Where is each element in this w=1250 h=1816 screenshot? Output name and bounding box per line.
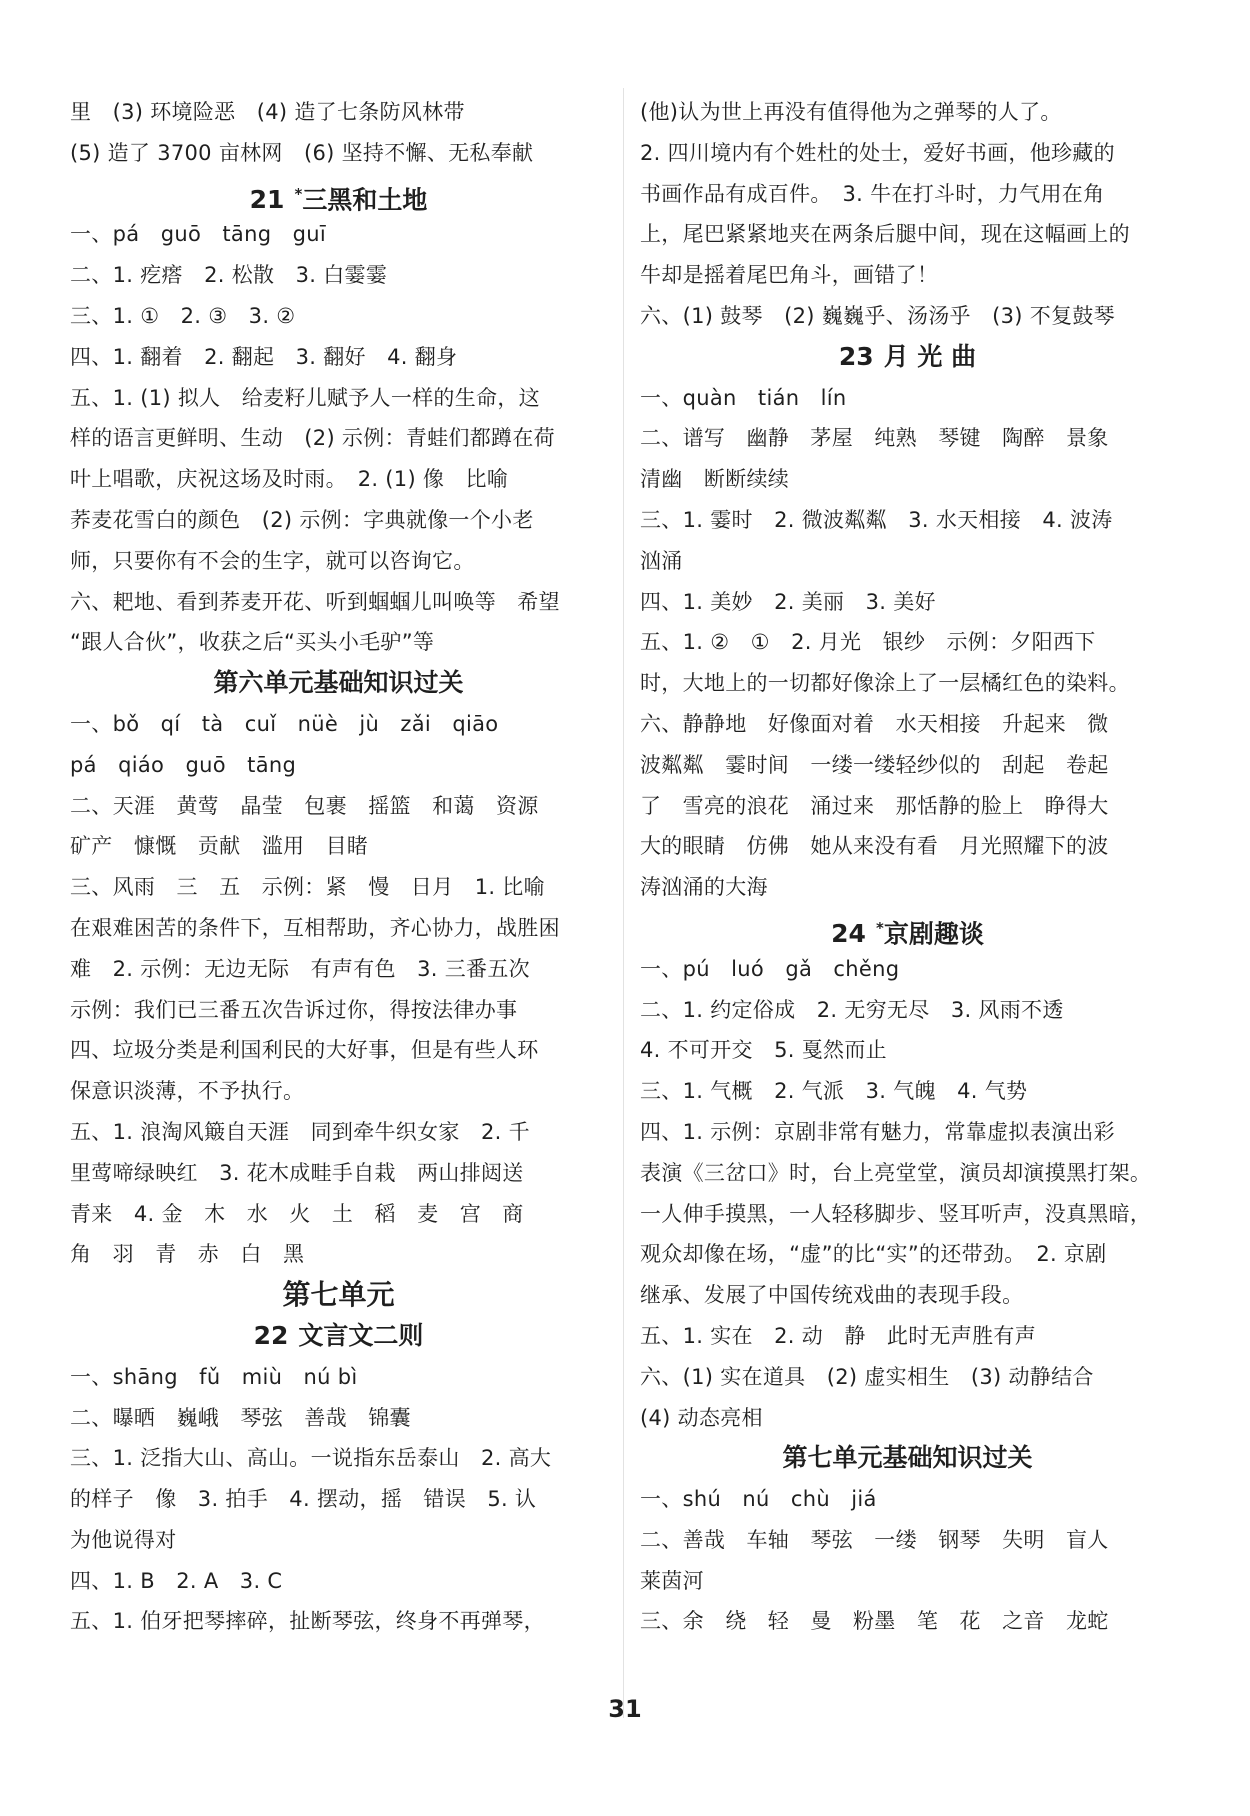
answer-line: 2. 四川境内有个姓杜的处士，爱好书画，他珍藏的 — [640, 140, 1115, 165]
answer-line: 二、天涯 黄莺 晶莹 包裹 摇篮 和蔼 资源 — [70, 793, 539, 818]
heading-title: 文言文二则 — [298, 1320, 424, 1350]
answer-line: 的样子 像 3. 拍手 4. 摆动，摇 错误 5. 认 — [70, 1487, 537, 1512]
answer-line: 一、shāng fǔ miù nú bì — [70, 1364, 358, 1389]
answer-line: 示例：我们已三番五次告诉过你，得按法律办事 — [70, 997, 518, 1022]
answer-line: 四、垃圾分类是利国利民的大好事，但是有些人环 — [70, 1038, 539, 1063]
column-divider — [623, 88, 624, 1718]
answer-line: 五、1. ② ① 2. 月光 银纱 示例：夕阳西下 — [640, 630, 1096, 655]
lesson-number: 24 — [831, 919, 866, 949]
answer-line: 五、1. 实在 2. 动 静 此时无声胜有声 — [640, 1323, 1037, 1348]
section-heading — [70, 1275, 607, 1316]
lesson-number: 22 — [253, 1320, 289, 1350]
page-number: 31 — [608, 1695, 642, 1723]
lesson-mark: * — [294, 184, 303, 203]
answer-line: 四、1. B 2. A 3. C — [70, 1568, 283, 1593]
section-heading — [70, 663, 607, 704]
answer-line: 角 羽 青 赤 白 黑 — [70, 1242, 305, 1267]
answer-line: 师，只要你有不会的生字，就可以咨询它。 — [70, 548, 475, 573]
answer-line: 二、善哉 车轴 琴弦 一缕 钢琴 失明 盲人 — [640, 1527, 1109, 1552]
section-heading — [640, 1438, 1175, 1479]
answer-line: 六、(1) 实在道具 (2) 虚实相生 (3) 动静结合 — [640, 1364, 1094, 1389]
left-column — [70, 92, 607, 1642]
answer-line: 二、1. 疙瘩 2. 松散 3. 白霎霎 — [70, 263, 388, 288]
answer-line: 表演《三岔口》时，台上亮堂堂，演员却演摸黑打架。 — [640, 1160, 1152, 1185]
answer-line: (5) 造了 3700 亩林网 (6) 坚持不懈、无私奉献 — [70, 140, 534, 165]
lesson-number: 23 — [838, 341, 874, 371]
answer-line: 涛汹涌的大海 — [640, 875, 768, 900]
answer-line: 波粼粼 霎时间 一缕一缕轻纱似的 刮起 卷起 — [640, 752, 1109, 777]
answer-line: 里莺啼绿映红 3. 花木成畦手自栽 两山排闼送 — [70, 1160, 524, 1185]
answer-line: 保意识淡薄，不予执行。 — [70, 1079, 305, 1104]
answer-line: 一、shú nú chù jiá — [640, 1487, 877, 1512]
answer-line: 叶上唱歌，庆祝这场及时雨。 2. (1) 像 比喻 — [70, 467, 509, 492]
answer-line: 了 雪亮的浪花 涌过来 那恬静的脸上 睁得大 — [640, 793, 1109, 818]
answer-line: 书画作品有成百件。 3. 牛在打斗时，力气用在角 — [640, 181, 1105, 206]
answer-line: (4) 动态亮相 — [640, 1405, 763, 1430]
answer-line: 汹涌 — [640, 548, 683, 573]
answer-line: 矿产 慷慨 贡献 滥用 目睹 — [70, 834, 369, 859]
answer-line: 一人伸手摸黑，一人轻移脚步、竖耳听声，没真黑暗， — [640, 1201, 1152, 1226]
lesson-number: 21 — [249, 184, 285, 214]
answer-line: 六、静静地 好像面对着 水天相接 升起来 微 — [640, 711, 1109, 736]
answer-line: 为他说得对 — [70, 1527, 177, 1552]
answer-line: 三、1. 泛指大山、高山。一说指东岳泰山 2. 高大 — [70, 1446, 552, 1471]
answer-line: 四、1. 翻着 2. 翻起 3. 翻好 4. 翻身 — [70, 344, 458, 369]
answer-line: 一、quàn tián lín — [640, 385, 847, 410]
lesson-mark: * — [875, 918, 884, 937]
heading-title: 京剧趣谈 — [883, 919, 984, 949]
answer-line: 样的语言更鲜明、生动 (2) 示例：青蛙们都蹲在荷 — [70, 426, 555, 451]
answer-line: 四、1. 示例：京剧非常有魅力，常靠虚拟表演出彩 — [640, 1119, 1115, 1144]
answer-line: 时，大地上的一切都好像涂上了一层橘红色的染料。 — [640, 671, 1130, 696]
answer-line: 二、曝晒 巍峨 琴弦 善哉 锦囊 — [70, 1405, 411, 1430]
answer-line: 莱茵河 — [640, 1568, 704, 1593]
answer-line: 三、余 绕 轻 曼 粉墨 笔 花 之音 龙蛇 — [640, 1609, 1109, 1634]
section-heading — [70, 1316, 607, 1357]
answer-line: 三、风雨 三 五 示例：紧 慢 日月 1. 比喻 — [70, 875, 545, 900]
section-heading — [640, 337, 1175, 378]
heading-title: 三黑和土地 — [302, 184, 428, 214]
answer-line: 五、1. 伯牙把琴摔碎，扯断琴弦，终身不再弹琴， — [70, 1609, 545, 1634]
answer-line: 一、pú luó gǎ chěng — [640, 956, 900, 981]
answer-line: 荞麦花雪白的颜色 (2) 示例：字典就像一个小老 — [70, 507, 534, 532]
answer-line: 一、bǒ qí tà cuǐ nüè jù zǎi qiāo — [70, 711, 499, 736]
answer-line: 五、1. (1) 拟人 给麦籽儿赋予人一样的生命，这 — [70, 385, 540, 410]
answer-line: 里 (3) 环境险恶 (4) 造了七条防风林带 — [70, 100, 465, 124]
heading-title: 第七单元基础知识过关 — [782, 1443, 1033, 1473]
answer-line: (他)认为世上再没有值得他为之弹琴的人了。 — [640, 100, 1062, 124]
answer-line: 继承、发展了中国传统戏曲的表现手段。 — [640, 1283, 1024, 1308]
section-heading — [640, 908, 1175, 949]
right-column — [640, 92, 1175, 1642]
answer-line: 三、1. 霎时 2. 微波粼粼 3. 水天相接 4. 波涛 — [640, 507, 1113, 532]
answer-line: 四、1. 美妙 2. 美丽 3. 美好 — [640, 589, 936, 614]
answer-line: 大的眼睛 仿佛 她从来没有看 月光照耀下的波 — [640, 834, 1109, 859]
heading-title: 月 光 曲 — [883, 341, 977, 371]
answer-line: 青来 4. 金 木 水 火 土 稻 麦 宫 商 — [70, 1201, 524, 1226]
answer-line: 二、谱写 幽静 茅屋 纯熟 琴键 陶醉 景象 — [640, 426, 1109, 451]
heading-title: 第七单元 — [282, 1278, 395, 1312]
answer-line: 六、耙地、看到荞麦开花、听到蝈蝈儿叫唤等 希望 — [70, 589, 560, 614]
answer-line: 五、1. 浪淘风簸自天涯 同到牵牛织女家 2. 千 — [70, 1119, 530, 1144]
answer-line: 一、pá guō tāng guī — [70, 222, 327, 247]
answer-line: “跟人合伙”，收获之后“买头小毛驴”等 — [70, 630, 435, 655]
answer-line: 二、1. 约定俗成 2. 无穷无尽 3. 风雨不透 — [640, 997, 1064, 1022]
answer-line: 难 2. 示例：无边无际 有声有色 3. 三番五次 — [70, 956, 530, 981]
answer-line: 上，尾巴紧紧地夹在两条后腿中间，现在这幅画上的 — [640, 222, 1130, 247]
answer-line: 六、(1) 鼓琴 (2) 巍巍乎、汤汤乎 (3) 不复鼓琴 — [640, 303, 1115, 328]
answer-line: 清幽 断断续续 — [640, 467, 790, 492]
answer-line: 三、1. ① 2. ③ 3. ② — [70, 303, 296, 328]
answer-line: 牛却是摇着尾巴角斗，画错了！ — [640, 263, 939, 288]
answer-line: 在艰难困苦的条件下，互相帮助，齐心协力，战胜困 — [70, 915, 560, 940]
heading-title: 第六单元基础知识过关 — [213, 668, 464, 698]
answer-line: 观众却像在场，“虚”的比“实”的还带劲。 2. 京剧 — [640, 1242, 1107, 1267]
answer-line: 三、1. 气概 2. 气派 3. 气魄 4. 气势 — [640, 1079, 1028, 1104]
section-heading — [70, 174, 607, 215]
answer-line: 4. 不可开交 5. 戛然而止 — [640, 1038, 887, 1063]
answer-line: pá qiáo guō tāng — [70, 752, 297, 777]
